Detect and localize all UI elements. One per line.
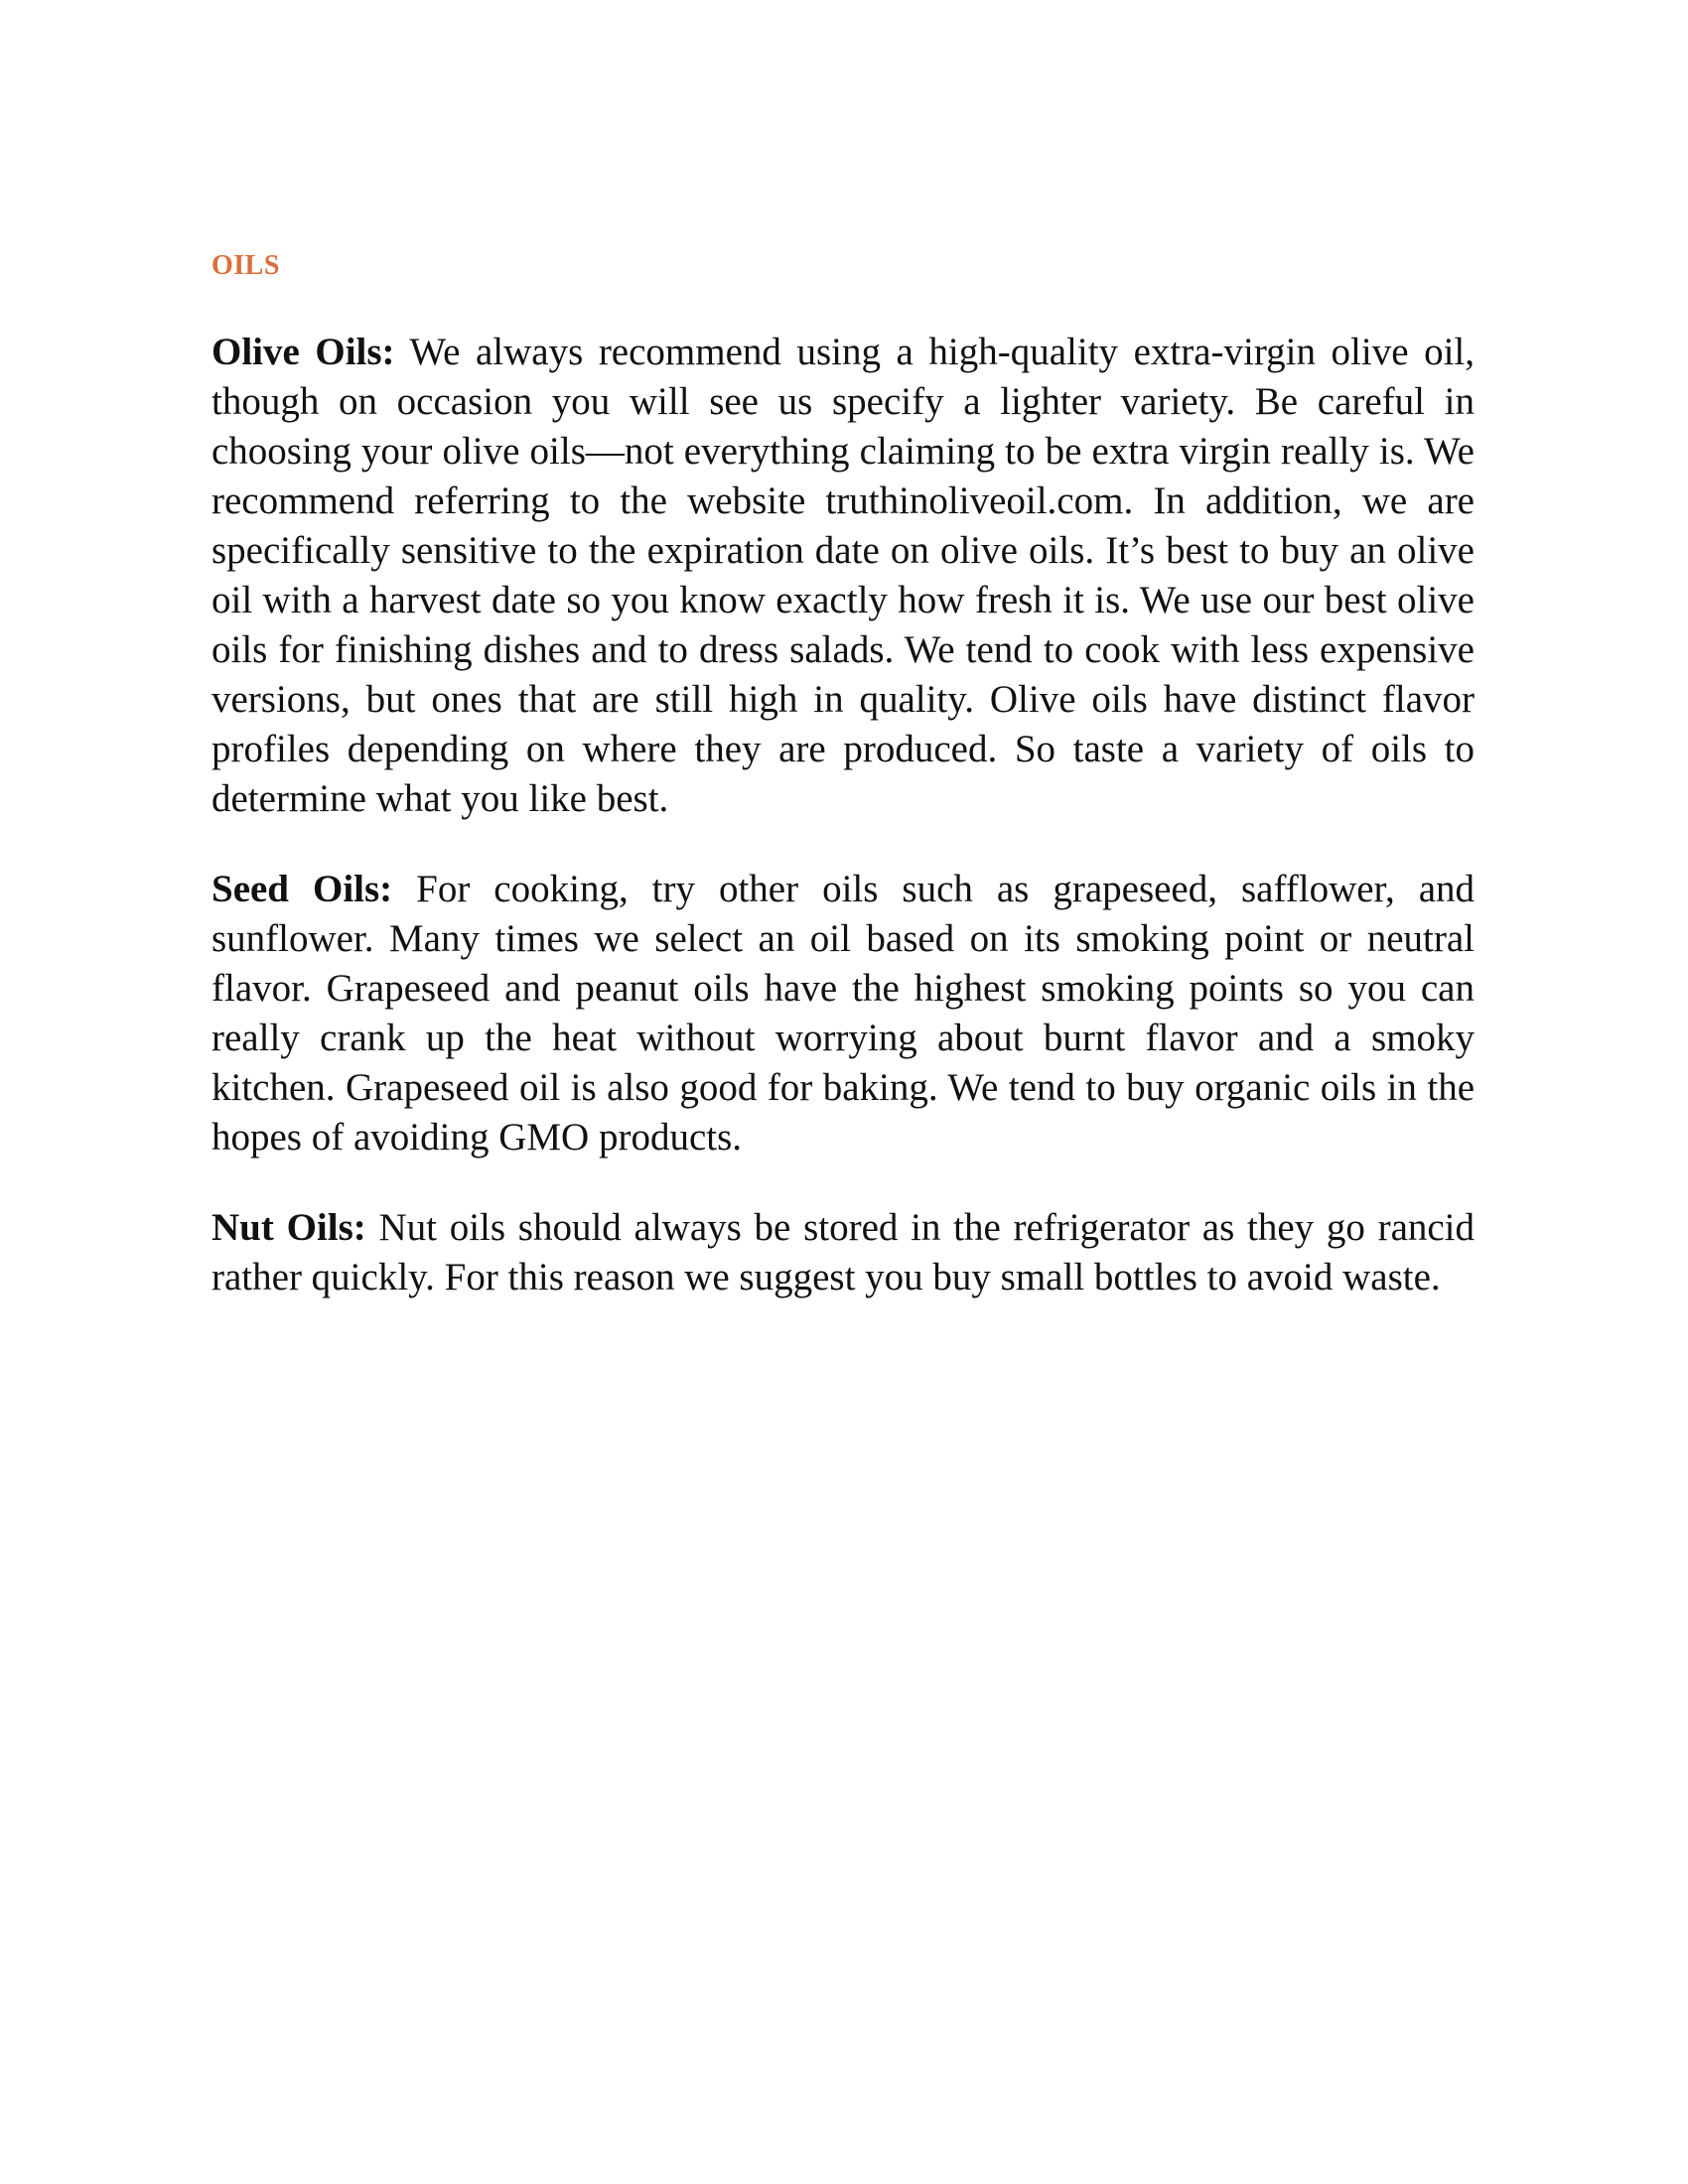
entry-text: We always recommend using a high-quality extra-virgin olive oil, though on occasion you will see us specify a lighter variety. Be careful in choosing your olive oils—not everything claiming to be extra virgin really is. We recommend referring to the website truthinoliveoil.com. In addition, we are specifically sensitive to the expiration date on olive oils. It’s best to buy an olive oil with a harvest date so you know exactly how fresh it is. We use our best olive oils for finishing dishes and to dress salads. We tend to cook with less expensive versions, but ones that are still high in quality. Olive oils have distinct flavor profiles depending on where they are produced. So taste a variety of oils to determine what you like best.	[211, 331, 1475, 820]
entry-term: Olive Oils:	[211, 331, 395, 373]
entry-text: Nut oils should always be stored in the refrigerator as they go rancid rather quickly. For this reason we suggest you buy small bottles to avoid waste.	[211, 1206, 1476, 1298]
entry-text: For cooking, try other oils such as grapeseed, safflower, and sunflower. Many times we select an oil based on its smoking point or neutral flavor. Grapeseed and peanut oils have the highest smoking points so you can really crank up the heat without worrying about burnt flavor and a smoky kitchen. Grapeseed oil is also good for baking. We tend to buy organic oils in the hopes of avoiding GMO products.	[211, 868, 1476, 1159]
entry-term: Seed Oils:	[211, 868, 393, 910]
entry-olive-oils	[211, 328, 1475, 824]
entry-nut-oils	[211, 1203, 1475, 1302]
section-title: OILS	[211, 250, 280, 281]
entry-term: Nut Oils:	[211, 1206, 366, 1249]
entry-seed-oils	[211, 865, 1475, 1162]
page-content	[211, 248, 1475, 1343]
